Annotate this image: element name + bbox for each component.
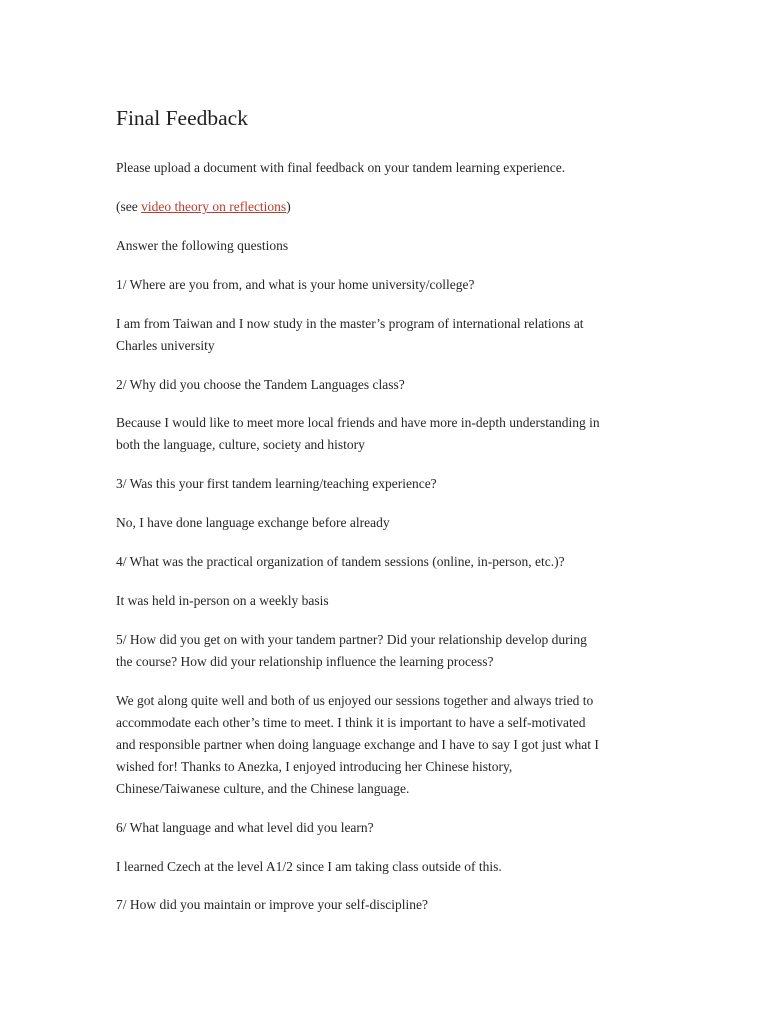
question-7: 7/ How did you maintain or improve your self-discipline? [116,897,428,912]
question-5-line-2: the course? How did your relationship influence the learning process? [116,654,494,669]
instructions-text: Answer the following questions [116,238,289,253]
answer-6: I learned Czech at the level A1/2 since I am taking class outside of this. [116,859,502,874]
see-reference [116,196,664,218]
see-suffix: ) [286,199,291,214]
question-5-line-1: 5/ How did you get on with your tandem partner? Did your relationship develop during [116,632,587,647]
answer-1 [116,313,664,357]
answer-4: It was held in-person on a weekly basis [116,593,329,608]
question-2: 2/ Why did you choose the Tandem Languages class? [116,377,405,392]
video-theory-link[interactable]: video theory on reflections [141,199,287,214]
answer-5-line-3: and responsible partner when doing language exchange and I have to say I got just what I [116,737,599,752]
answer-2 [116,412,664,456]
answer-5 [116,690,664,800]
answer-5-line-1: We got along quite well and both of us enjoyed our sessions together and always tried to [116,693,594,708]
question-6: 6/ What language and what level did you learn? [116,820,374,835]
question-4: 4/ What was the practical organization of tandem sessions (online, in-person, etc.)? [116,554,565,569]
see-prefix: (see [116,199,142,214]
answer-2-line-2: both the language, culture, society and history [116,437,365,452]
answer-2-line-1: Because I would like to meet more local friends and have more in-depth understanding in [116,415,600,430]
answer-5-line-2: accommodate each other’s time to meet. I think it is important to have a self-motivated [116,715,586,730]
question-1: 1/ Where are you from, and what is your home university/college? [116,277,475,292]
question-5 [116,629,664,673]
answer-5-line-4: wished for! Thanks to Anezka, I enjoyed introducing her Chinese history, [116,759,513,774]
answer-5-line-5: Chinese/Taiwanese culture, and the Chinese language. [116,781,410,796]
intro-text: Please upload a document with final feedback on your tandem learning experience. [116,160,566,175]
question-3: 3/ Was this your first tandem learning/teaching experience? [116,476,437,491]
answer-1-line-1: I am from Taiwan and I now study in the master’s program of international relations at [116,316,584,331]
answer-1-line-2: Charles university [116,338,215,353]
answer-3: No, I have done language exchange before already [116,515,390,530]
document-title: Final Feedback [116,106,248,130]
